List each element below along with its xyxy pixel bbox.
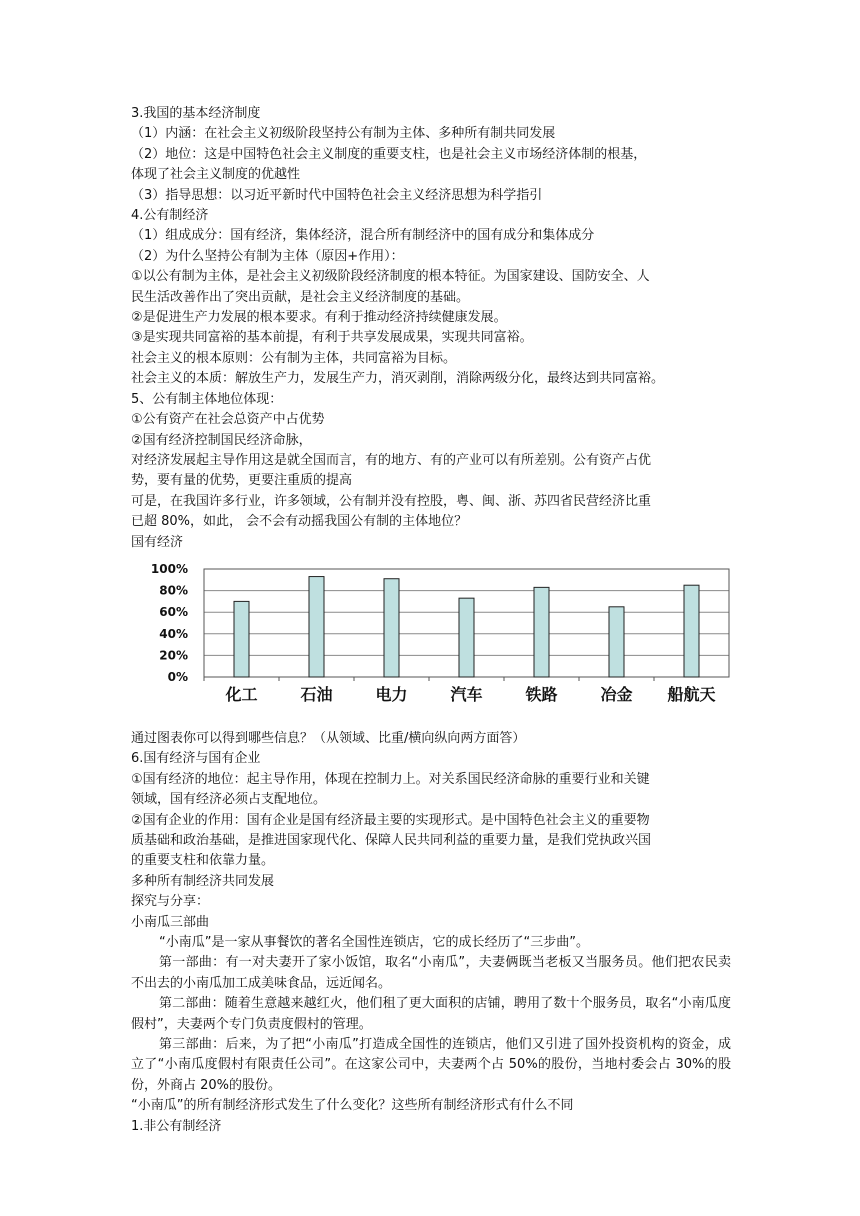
x-category-label: 冶金 [600, 684, 633, 704]
y-tick-label: 60% [159, 605, 188, 620]
text-line: ②国有企业的作用：国有企业是国有经济最主要的实现形式。是中国特色社会主义的重要物 [131, 812, 650, 828]
bar-5 [609, 607, 624, 677]
heading-state-economy-enterprises: 6.国有经济与国有企业 [131, 751, 261, 767]
text-line: （1）内涵：在社会主义初级阶段坚持公有制为主体、多种所有制共同发展 [131, 126, 556, 142]
closing-section [131, 1096, 731, 1137]
text-line: （3）指导思想：以习近平新时代中国特色社会主义经济思想为科学指引 [131, 187, 543, 203]
x-category-label: 汽车 [450, 684, 483, 704]
bar-0 [234, 601, 249, 677]
chart-svg [131, 559, 731, 725]
x-category-label: 石油 [300, 684, 333, 704]
x-category-label: 铁路 [525, 684, 558, 704]
bar-1 [309, 576, 324, 676]
text-line: 质基础和政治基础，是推进国家现代化、保障人民共同利益的重要力量，是我们党执政兴国 [131, 832, 652, 848]
section-bottom [131, 729, 731, 933]
text-line: （1）组成成分：国有经济，集体经济，混合所有制经济中的国有成分和集体成分 [131, 228, 595, 244]
x-category-label: 船航天 [667, 684, 716, 704]
story-section [131, 933, 731, 1096]
text-line: 已超 80%，如此， 会不会有动摇我国公有制的主体地位？ [131, 514, 468, 530]
text-line: ②国有经济控制国民经济命脉， [131, 432, 312, 448]
text-line: 探究与分享： [131, 894, 210, 910]
text-line: ②是促进生产力发展的根本要求。有利于推动经济持续健康发展。 [131, 310, 507, 326]
text-line: ①公有资产在社会总资产中占优势 [131, 412, 325, 428]
y-tick-label: 40% [159, 626, 188, 641]
document-page [131, 104, 731, 1137]
text-line: 体现了社会主义制度的优越性 [131, 167, 301, 183]
text-line: ③是实现共同富裕的基本前提，有利于共享发展成果，实现共同富裕。 [131, 330, 533, 346]
y-tick-label: 80% [159, 583, 188, 598]
text-line: 可是，在我国许多行业，许多领域，公有制并没有控股，粤、闽、浙、苏四省民营经济比重 [131, 493, 652, 509]
heading-dominant-position: 5、公有制主体地位体现： [131, 391, 283, 407]
text-line: 的重要支柱和依靠力量。 [131, 853, 275, 869]
story-title: 小南瓜三部曲 [131, 914, 210, 930]
text-line: 势，要有量的优势，更要注重质的提高 [131, 473, 353, 489]
heading-non-public-economy: 1.非公有制经济 [131, 1118, 222, 1134]
bar-6 [684, 585, 699, 677]
y-tick-label: 20% [159, 648, 188, 663]
text-line: 社会主义的本质：解放生产力，发展生产力，消灭剥削，消除两级分化，最终达到共同富裕。 [131, 371, 665, 387]
story-paragraph: 第一部曲：有一对夫妻开了家小饭馆，取名“小南瓜”，夫妻俩既当老板又当服务员。他们把农民卖不出去的小南瓜加工成美味食品，远近闻名。 [131, 955, 731, 991]
bar-2 [384, 579, 399, 677]
section-top [131, 104, 731, 553]
text-line: ①以公有制为主体，是社会主义初级阶段经济制度的根本特征。为国家建设、国防安全、人 [131, 269, 650, 285]
story-paragraph: “小南瓜”是一家从事餐饮的著名全国性连锁店，它的成长经历了“三步曲”。 [159, 935, 589, 950]
bar-4 [534, 587, 549, 677]
story-paragraph: 第三部曲：后来，为了把“小南瓜”打造成全国性的连锁店，他们又引进了国外投资机构的资金，成立了“小南瓜度假村有限责任公司”。在这家公司中，夫妻两个占 50%的股份，当地村委会占 30%的股份，外商占 20%的股份。 [131, 1037, 731, 1093]
text-line: 对经济发展起主导作用这是就全国而言，有的地方、有的产业可以有所差别。公有资产占优 [131, 452, 652, 468]
heading-basic-economic-system: 3.我国的基本经济制度 [131, 106, 261, 121]
x-category-label: 化工 [225, 684, 258, 704]
story-paragraph: 第二部曲：随着生意越来越红火，他们租了更大面积的店铺，聘用了数十个服务员，取名“小南瓜度假村”，夫妻两个专门负责度假村的管理。 [131, 996, 731, 1032]
heading-mixed-ownership: 多种所有制经济共同发展 [131, 873, 275, 889]
text-line: （2）为什么坚持公有制为主体（原因+作用）： [131, 248, 404, 264]
heading-public-ownership: 4.公有制经济 [131, 208, 209, 224]
y-tick-label: 100% [150, 561, 188, 576]
question-line: 通过图表你可以得到哪些信息？（从领域、比重/横向纵向两方面答） [131, 730, 526, 746]
x-category-label: 电力 [375, 684, 408, 704]
bar-3 [459, 598, 474, 677]
text-line: 社会主义的根本原则：公有制为主体，共同富裕为目标。 [131, 350, 457, 366]
text-line: ①国有经济的地位：起主导作用，体现在控制力上。对关系国民经济命脉的重要行业和关键 [131, 771, 650, 787]
question-line: “小南瓜”的所有制经济形式发生了什么变化？这些所有制经济形式有什么不同 [131, 1098, 574, 1114]
text-line: （2）地位：这是中国特色社会主义制度的重要支柱，也是社会主义市场经济体制的根基， [131, 146, 647, 162]
text-line: 民生活改善作出了突出贡献，是社会主义经济制度的基础。 [131, 289, 470, 305]
text-line: 领域，国有经济必须占支配地位。 [131, 792, 327, 808]
y-tick-label: 0% [167, 669, 188, 684]
state-economy-bar-chart [131, 559, 731, 725]
chart-caption: 国有经济 [131, 534, 184, 550]
